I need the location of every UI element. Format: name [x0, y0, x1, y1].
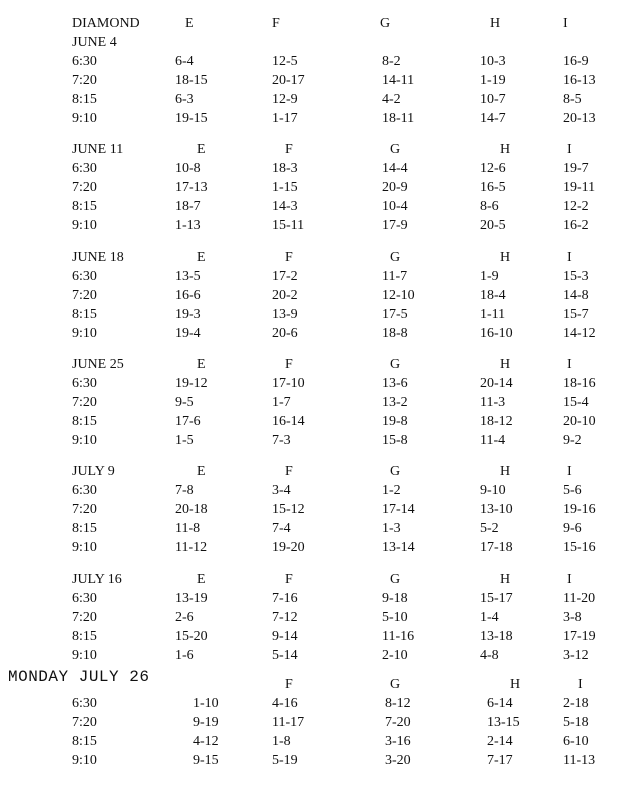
time-slot: 8:15: [72, 307, 97, 322]
game-matchup: 4-2: [382, 92, 401, 107]
game-matchup: 5-19: [272, 753, 298, 768]
week-section: [0, 248, 620, 343]
column-letter: H: [510, 677, 521, 692]
time-row: [0, 732, 620, 751]
game-matchup: 14-8: [563, 288, 589, 303]
section-date: JULY 9: [72, 464, 115, 479]
section-header: [0, 248, 620, 267]
column-letter: E: [197, 250, 206, 265]
time-row: [0, 267, 620, 286]
game-matchup: 12-2: [563, 199, 589, 214]
game-matchup: 8-5: [563, 92, 582, 107]
column-letter: E: [197, 142, 206, 157]
time-row: [0, 646, 620, 665]
game-matchup: 10-3: [480, 54, 506, 69]
game-matchup: 20-6: [272, 326, 298, 341]
section-header: [0, 355, 620, 374]
time-slot: 8:15: [72, 734, 97, 749]
game-matchup: 17-2: [272, 269, 298, 284]
time-row: [0, 109, 620, 128]
week-section: [0, 570, 620, 665]
game-matchup: 19-4: [175, 326, 201, 341]
time-slot: 9:10: [72, 111, 97, 126]
game-matchup: 15-4: [563, 395, 589, 410]
monday-july-26-heading: MONDAY JULY 26: [8, 668, 150, 686]
game-matchup: 17-6: [175, 414, 201, 429]
game-matchup: 17-13: [175, 180, 208, 195]
time-row: [0, 159, 620, 178]
time-slot: 6:30: [72, 376, 97, 391]
time-slot: 6:30: [72, 161, 97, 176]
game-matchup: 11-17: [272, 715, 305, 730]
time-row: [0, 197, 620, 216]
game-matchup: 1-4: [480, 610, 499, 625]
game-matchup: 15-12: [272, 502, 305, 517]
game-matchup: 2-10: [382, 648, 408, 663]
section-header: [0, 462, 620, 481]
game-matchup: 13-2: [382, 395, 408, 410]
week-section: [0, 355, 620, 450]
game-matchup: 13-9: [272, 307, 298, 322]
game-matchup: 1-2: [382, 483, 401, 498]
game-matchup: 11-16: [382, 629, 415, 644]
column-letter: I: [567, 357, 572, 372]
game-matchup: 18-8: [382, 326, 408, 341]
game-matchup: 1-17: [272, 111, 298, 126]
game-matchup: 13-10: [480, 502, 513, 517]
section-header: [0, 140, 620, 159]
section-date: JUNE 4: [72, 35, 117, 50]
game-matchup: 20-9: [382, 180, 408, 195]
section-date: JUNE 18: [72, 250, 124, 265]
time-row: [0, 751, 620, 770]
game-matchup: 11-13: [563, 753, 596, 768]
game-matchup: 5-6: [563, 483, 582, 498]
time-slot: 8:15: [72, 92, 97, 107]
time-slot: 7:20: [72, 715, 97, 730]
game-matchup: 6-14: [487, 696, 513, 711]
column-letter: I: [567, 572, 572, 587]
game-matchup: 11-4: [480, 433, 506, 448]
column-letter: F: [285, 572, 293, 587]
time-row: [0, 412, 620, 431]
game-matchup: 1-8: [272, 734, 291, 749]
column-letter: H: [500, 572, 511, 587]
game-matchup: 18-11: [382, 111, 415, 126]
game-matchup: 19-15: [175, 111, 208, 126]
game-matchup: 19-8: [382, 414, 408, 429]
game-matchup: 13-5: [175, 269, 201, 284]
game-matchup: 1-5: [175, 433, 194, 448]
top-column-header: [0, 14, 620, 33]
time-slot: 7:20: [72, 502, 97, 517]
time-slot: 7:20: [72, 395, 97, 410]
time-slot: 6:30: [72, 483, 97, 498]
time-row: [0, 694, 620, 713]
time-row: [0, 393, 620, 412]
game-matchup: 11-3: [480, 395, 506, 410]
week-section: [0, 140, 620, 235]
game-matchup: 8-12: [385, 696, 411, 711]
game-matchup: 13-19: [175, 591, 208, 606]
monday-section: [0, 675, 620, 770]
game-matchup: 16-2: [563, 218, 589, 233]
column-letter: G: [390, 464, 401, 479]
column-letter: H: [500, 250, 511, 265]
game-matchup: 4-12: [193, 734, 219, 749]
time-slot: 8:15: [72, 414, 97, 429]
game-matchup: 4-8: [480, 648, 499, 663]
column-letter: H: [490, 16, 501, 31]
column-letter: H: [500, 142, 511, 157]
column-letter: G: [390, 357, 401, 372]
game-matchup: 15-17: [480, 591, 513, 606]
game-matchup: 20-14: [480, 376, 513, 391]
game-matchup: 2-14: [487, 734, 513, 749]
column-letter: G: [390, 677, 401, 692]
time-row: [0, 216, 620, 235]
time-row: [0, 608, 620, 627]
time-slot: 9:10: [72, 433, 97, 448]
game-matchup: 19-11: [563, 180, 596, 195]
game-matchup: 10-4: [382, 199, 408, 214]
time-row: [0, 713, 620, 732]
game-matchup: 14-4: [382, 161, 408, 176]
column-letter: E: [197, 464, 206, 479]
time-slot: 9:10: [72, 648, 97, 663]
game-matchup: 20-5: [480, 218, 506, 233]
game-matchup: 19-16: [563, 502, 596, 517]
time-slot: 9:10: [72, 218, 97, 233]
game-matchup: 14-11: [382, 73, 415, 88]
game-matchup: 19-7: [563, 161, 589, 176]
game-matchup: 18-16: [563, 376, 596, 391]
game-matchup: 5-10: [382, 610, 408, 625]
game-matchup: 18-7: [175, 199, 201, 214]
game-matchup: 20-10: [563, 414, 596, 429]
game-matchup: 2-18: [563, 696, 589, 711]
game-matchup: 5-18: [563, 715, 589, 730]
time-row: [0, 71, 620, 90]
section-date: JUNE 11: [72, 142, 124, 157]
time-row: [0, 52, 620, 71]
game-matchup: 3-8: [563, 610, 582, 625]
column-letter: F: [285, 677, 293, 692]
time-row: [0, 90, 620, 109]
week-section: [0, 462, 620, 557]
game-matchup: 7-4: [272, 521, 291, 536]
column-letter: G: [390, 572, 401, 587]
time-row: [0, 481, 620, 500]
game-matchup: 13-14: [382, 540, 415, 555]
time-row: [0, 589, 620, 608]
column-letter: H: [500, 357, 511, 372]
column-letter: I: [567, 464, 572, 479]
game-matchup: 6-3: [175, 92, 194, 107]
game-matchup: 9-6: [563, 521, 582, 536]
game-matchup: 1-9: [480, 269, 499, 284]
time-slot: 7:20: [72, 610, 97, 625]
game-matchup: 1-10: [193, 696, 219, 711]
game-matchup: 17-18: [480, 540, 513, 555]
game-matchup: 20-18: [175, 502, 208, 517]
game-matchup: 17-19: [563, 629, 596, 644]
column-letter: I: [567, 142, 572, 157]
game-matchup: 17-14: [382, 502, 415, 517]
column-letter: I: [567, 250, 572, 265]
time-row: [0, 627, 620, 646]
game-matchup: 12-6: [480, 161, 506, 176]
game-matchup: 16-9: [563, 54, 589, 69]
section-date: JUNE 25: [72, 357, 124, 372]
game-matchup: 16-5: [480, 180, 506, 195]
time-slot: 7:20: [72, 180, 97, 195]
game-matchup: 11-12: [175, 540, 208, 555]
game-matchup: 19-3: [175, 307, 201, 322]
time-slot: 7:20: [72, 73, 97, 88]
game-matchup: 3-20: [385, 753, 411, 768]
time-slot: 6:30: [72, 591, 97, 606]
game-matchup: 3-16: [385, 734, 411, 749]
column-letter: H: [500, 464, 511, 479]
game-matchup: 9-14: [272, 629, 298, 644]
time-row: [0, 431, 620, 450]
game-matchup: 9-19: [193, 715, 219, 730]
game-matchup: 17-10: [272, 376, 305, 391]
game-matchup: 15-7: [563, 307, 589, 322]
game-matchup: 15-16: [563, 540, 596, 555]
game-matchup: 17-5: [382, 307, 408, 322]
column-letter: F: [272, 16, 280, 31]
game-matchup: 13-6: [382, 376, 408, 391]
column-header-row: [0, 14, 620, 33]
time-slot: 9:10: [72, 326, 97, 341]
time-row: [0, 286, 620, 305]
game-matchup: 2-6: [175, 610, 194, 625]
time-slot: 8:15: [72, 199, 97, 214]
time-slot: 7:20: [72, 288, 97, 303]
column-letter: F: [285, 464, 293, 479]
game-matchup: 16-14: [272, 414, 305, 429]
game-matchup: 1-15: [272, 180, 298, 195]
game-matchup: 15-20: [175, 629, 208, 644]
monday-column-header: [0, 675, 620, 694]
game-matchup: 18-12: [480, 414, 513, 429]
game-matchup: 11-20: [563, 591, 596, 606]
column-letter: I: [563, 16, 568, 31]
game-matchup: 5-2: [480, 521, 499, 536]
game-matchup: 1-13: [175, 218, 201, 233]
game-matchup: 18-15: [175, 73, 208, 88]
game-matchup: 9-5: [175, 395, 194, 410]
game-matchup: 12-10: [382, 288, 415, 303]
week-section: [0, 33, 620, 128]
game-matchup: 18-4: [480, 288, 506, 303]
game-matchup: 17-9: [382, 218, 408, 233]
game-matchup: 14-12: [563, 326, 596, 341]
column-letter: E: [197, 357, 206, 372]
game-matchup: 10-8: [175, 161, 201, 176]
column-letter: F: [285, 357, 293, 372]
game-matchup: 7-12: [272, 610, 298, 625]
game-matchup: 3-12: [563, 648, 589, 663]
time-row: [0, 178, 620, 197]
time-slot: 6:30: [72, 696, 97, 711]
column-letter: G: [390, 142, 401, 157]
time-row: [0, 374, 620, 393]
column-letter: I: [578, 677, 583, 692]
section-date: JULY 16: [72, 572, 122, 587]
game-matchup: 3-4: [272, 483, 291, 498]
time-row: [0, 519, 620, 538]
game-matchup: 9-18: [382, 591, 408, 606]
game-matchup: 11-7: [382, 269, 408, 284]
game-matchup: 18-3: [272, 161, 298, 176]
game-matchup: 16-13: [563, 73, 596, 88]
time-slot: 9:10: [72, 753, 97, 768]
game-matchup: 7-8: [175, 483, 194, 498]
game-matchup: 19-12: [175, 376, 208, 391]
time-slot: 8:15: [72, 629, 97, 644]
game-matchup: 11-8: [175, 521, 201, 536]
game-matchup: 14-3: [272, 199, 298, 214]
game-matchup: 20-17: [272, 73, 305, 88]
time-slot: 8:15: [72, 521, 97, 536]
game-matchup: 10-7: [480, 92, 506, 107]
game-matchup: 7-20: [385, 715, 411, 730]
game-matchup: 14-7: [480, 111, 506, 126]
game-matchup: 13-15: [487, 715, 520, 730]
column-letter: E: [185, 16, 194, 31]
game-matchup: 9-2: [563, 433, 582, 448]
game-matchup: 12-9: [272, 92, 298, 107]
game-matchup: 4-16: [272, 696, 298, 711]
game-matchup: 20-2: [272, 288, 298, 303]
game-matchup: 19-20: [272, 540, 305, 555]
game-matchup: 16-10: [480, 326, 513, 341]
game-matchup: 1-11: [480, 307, 506, 322]
game-matchup: 7-3: [272, 433, 291, 448]
diamond-title: DIAMOND: [72, 16, 140, 31]
game-matchup: 7-16: [272, 591, 298, 606]
game-matchup: 1-6: [175, 648, 194, 663]
game-matchup: 8-2: [382, 54, 401, 69]
game-matchup: 12-5: [272, 54, 298, 69]
game-matchup: 8-6: [480, 199, 499, 214]
game-matchup: 13-18: [480, 629, 513, 644]
column-letter: E: [197, 572, 206, 587]
game-matchup: 15-8: [382, 433, 408, 448]
game-matchup: 9-10: [480, 483, 506, 498]
game-matchup: 15-3: [563, 269, 589, 284]
game-matchup: 7-17: [487, 753, 513, 768]
time-slot: 9:10: [72, 540, 97, 555]
game-matchup: 1-3: [382, 521, 401, 536]
game-matchup: 6-10: [563, 734, 589, 749]
game-matchup: 1-19: [480, 73, 506, 88]
time-slot: 6:30: [72, 54, 97, 69]
column-letter: G: [380, 16, 391, 31]
game-matchup: 15-11: [272, 218, 305, 233]
game-matchup: 16-6: [175, 288, 201, 303]
section-header: [0, 33, 620, 52]
game-matchup: 5-14: [272, 648, 298, 663]
time-slot: 6:30: [72, 269, 97, 284]
column-letter: G: [390, 250, 401, 265]
time-row: [0, 324, 620, 343]
column-letter: F: [285, 250, 293, 265]
time-row: [0, 538, 620, 557]
section-header: [0, 570, 620, 589]
time-row: [0, 305, 620, 324]
game-matchup: 1-7: [272, 395, 291, 410]
time-row: [0, 500, 620, 519]
game-matchup: 6-4: [175, 54, 194, 69]
column-letter: F: [285, 142, 293, 157]
game-matchup: 9-15: [193, 753, 219, 768]
game-matchup: 20-13: [563, 111, 596, 126]
